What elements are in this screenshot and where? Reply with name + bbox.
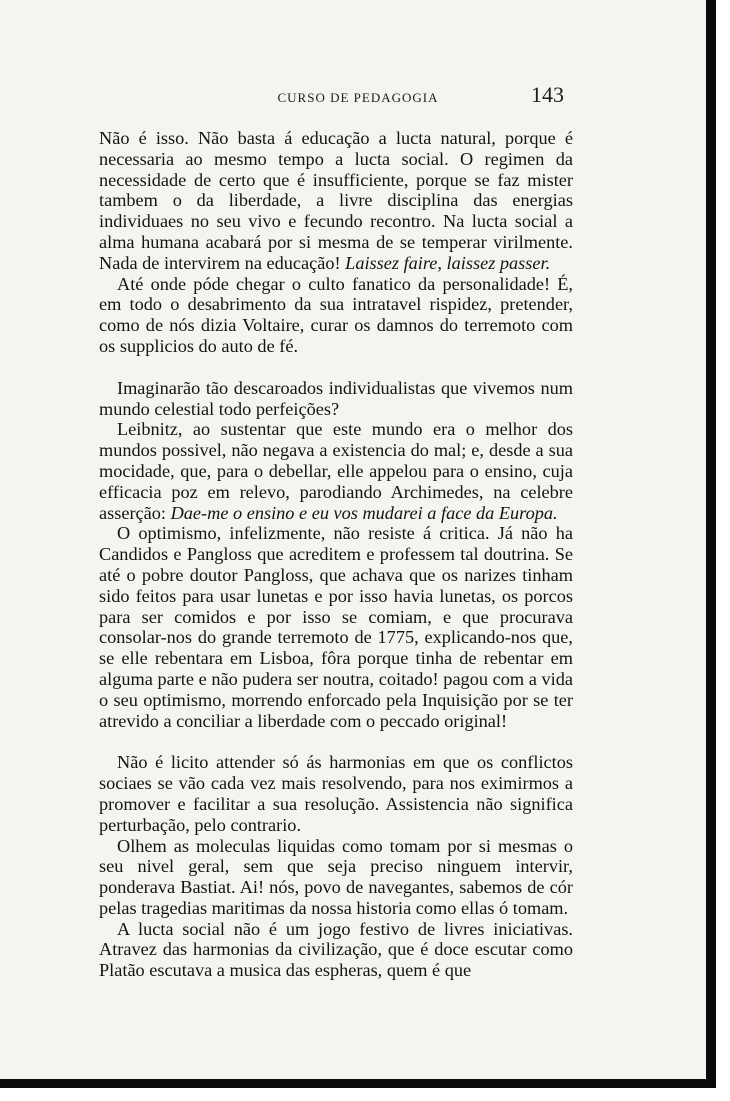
- running-header: CURSO DE PEDAGOGIA: [277, 90, 439, 105]
- paragraph: Não é licito attender só ás harmonias em que os conflictos sociaes se vão cada vez mais resolvendo, para nos eximirmos a promover e facilitar a sua resolução. Assistencia não significa perturbação, pelo contrario.: [99, 752, 573, 835]
- paragraph: Olhem as moleculas liquidas como tomam por si mesmas o seu nivel geral, sem que seja preciso ninguem intervir, ponderava Bastiat. Ai! nós, povo de navegantes, sabemos de cór pelas tragedias maritimas da nossa historia como ellas ó tomam.: [99, 835, 573, 918]
- paragraph: Até onde póde chegar o culto fanatico da personalidade! É, em todo o desabrimento da sua intratavel rispidez, pretender, como de nós dizia Voltaire, curar os damnos do terremoto com os supplicios do auto de fé.: [99, 273, 573, 356]
- body-text: [99, 128, 573, 981]
- paragraph: Imaginarão tão descaroados individualistas que vivemos num mundo celestial todo perfeições?: [99, 377, 573, 419]
- italic-phrase: Dae-me o ensino e eu vos mudarei a face da Europa.: [170, 502, 558, 523]
- paragraph: O optimismo, infelizmente, não resiste á critica. Já não ha Candidos e Pangloss que acreditem e professem tal doutrina. Se até o pobre doutor Pangloss, que achava que os narizes tinham sido feitos para usar lunetas e por isso havia lunetas, os porcos para ser comidos e por isso se comiam, e que procurava consolar-nos do grande terremoto de 1775, explicando-nos que, se elle rebentara em Lisboa, fôra porque tinha de rebentar em alguma parte e não pudera ser noutra, coitado! pagou com a vida o seu optimismo, morrendo enforcado pela Inquisição por se ter atrevido a conciliar a liberdade com o peccado original!: [99, 523, 573, 731]
- paragraph: A lucta social não é um jogo festivo de livres iniciativas. Atravez das harmonias da civilização, que é doce escutar como Platão escutava a musica das espheras, quem é que: [99, 918, 573, 981]
- paragraph: Não é isso. Não basta á educação a lucta natural, porque é necessaria ao mesmo tempo a lucta social. O regimen da necessidade de certo que é insufficiente, porque se faz mister tambem o da liberdade, a livre disciplina das energias individuaes no seu vivo e fecundo recontro. Na lucta social a alma humana acabará por si mesma de se temperar virilmente. Nada de intervirem na educação! Laissez faire, laissez passer.: [99, 128, 573, 273]
- paragraph: Leibnitz, ao sustentar que este mundo era o melhor dos mundos possivel, não negava a existencia do mal; e, desde a sua mocidade, que, para o debellar, elle appelou para o ensino, cuja efficacia poz em relevo, parodiando Archimedes, na celebre asserção: Dae-me o ensino e eu vos mudarei a face da Europa.: [99, 419, 573, 523]
- italic-phrase: Laissez faire, laissez passer.: [345, 252, 551, 273]
- page-number: 143: [531, 82, 564, 107]
